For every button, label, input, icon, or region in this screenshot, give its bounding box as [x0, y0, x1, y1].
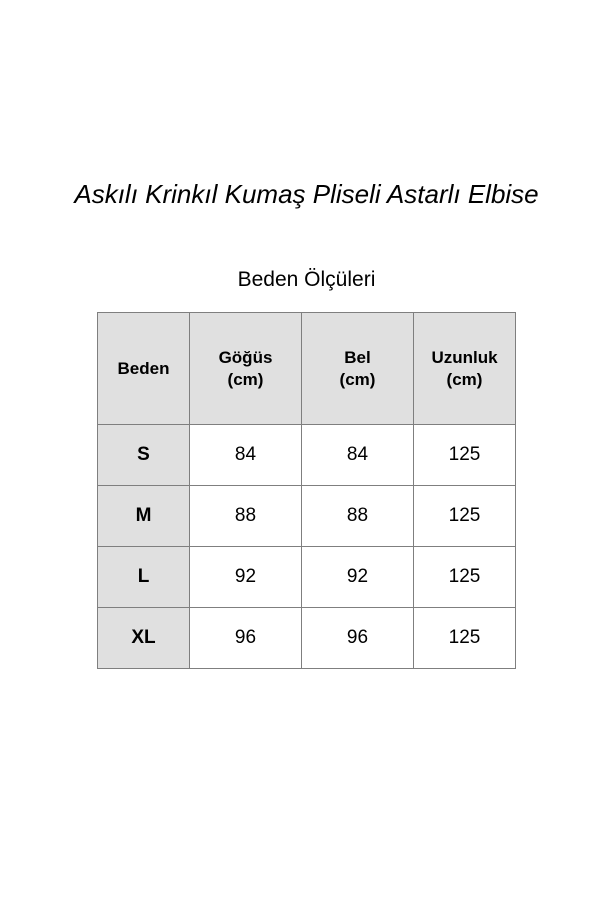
size-table-title: Beden Ölçüleri — [237, 268, 376, 291]
gogus-cell: 84 — [190, 425, 302, 486]
size-cell: XL — [98, 608, 190, 669]
size-cell: S — [98, 425, 190, 486]
product-title: Askılı Krinkıl Kumaş Pliseli Astarlı Elbise — [74, 179, 539, 209]
header-label: Uzunluk — [431, 347, 498, 367]
bel-cell: 96 — [302, 608, 414, 669]
bel-cell: 84 — [302, 425, 414, 486]
header-label: Bel — [344, 347, 371, 367]
size-table — [97, 312, 516, 669]
uzunluk-cell: 125 — [414, 486, 516, 547]
header-beden — [98, 313, 190, 425]
gogus-cell: 92 — [190, 547, 302, 608]
bel-cell: 88 — [302, 486, 414, 547]
header-uzunluk — [414, 313, 516, 425]
uzunluk-cell: 125 — [414, 547, 516, 608]
table-row — [98, 547, 516, 608]
table-row — [98, 486, 516, 547]
header-label: Göğüs — [218, 347, 273, 367]
table-row — [98, 608, 516, 669]
size-cell: M — [98, 486, 190, 547]
header-unit: (cm) — [227, 369, 264, 389]
header-label: Beden — [117, 358, 170, 378]
header-gogus — [190, 313, 302, 425]
header-unit: (cm) — [446, 369, 483, 389]
table-row — [98, 425, 516, 486]
gogus-cell: 88 — [190, 486, 302, 547]
header-bel — [302, 313, 414, 425]
gogus-cell: 96 — [190, 608, 302, 669]
size-cell: L — [98, 547, 190, 608]
header-unit: (cm) — [339, 369, 376, 389]
uzunluk-cell: 125 — [414, 425, 516, 486]
size-table-header-row — [98, 313, 516, 425]
bel-cell: 92 — [302, 547, 414, 608]
uzunluk-cell: 125 — [414, 608, 516, 669]
